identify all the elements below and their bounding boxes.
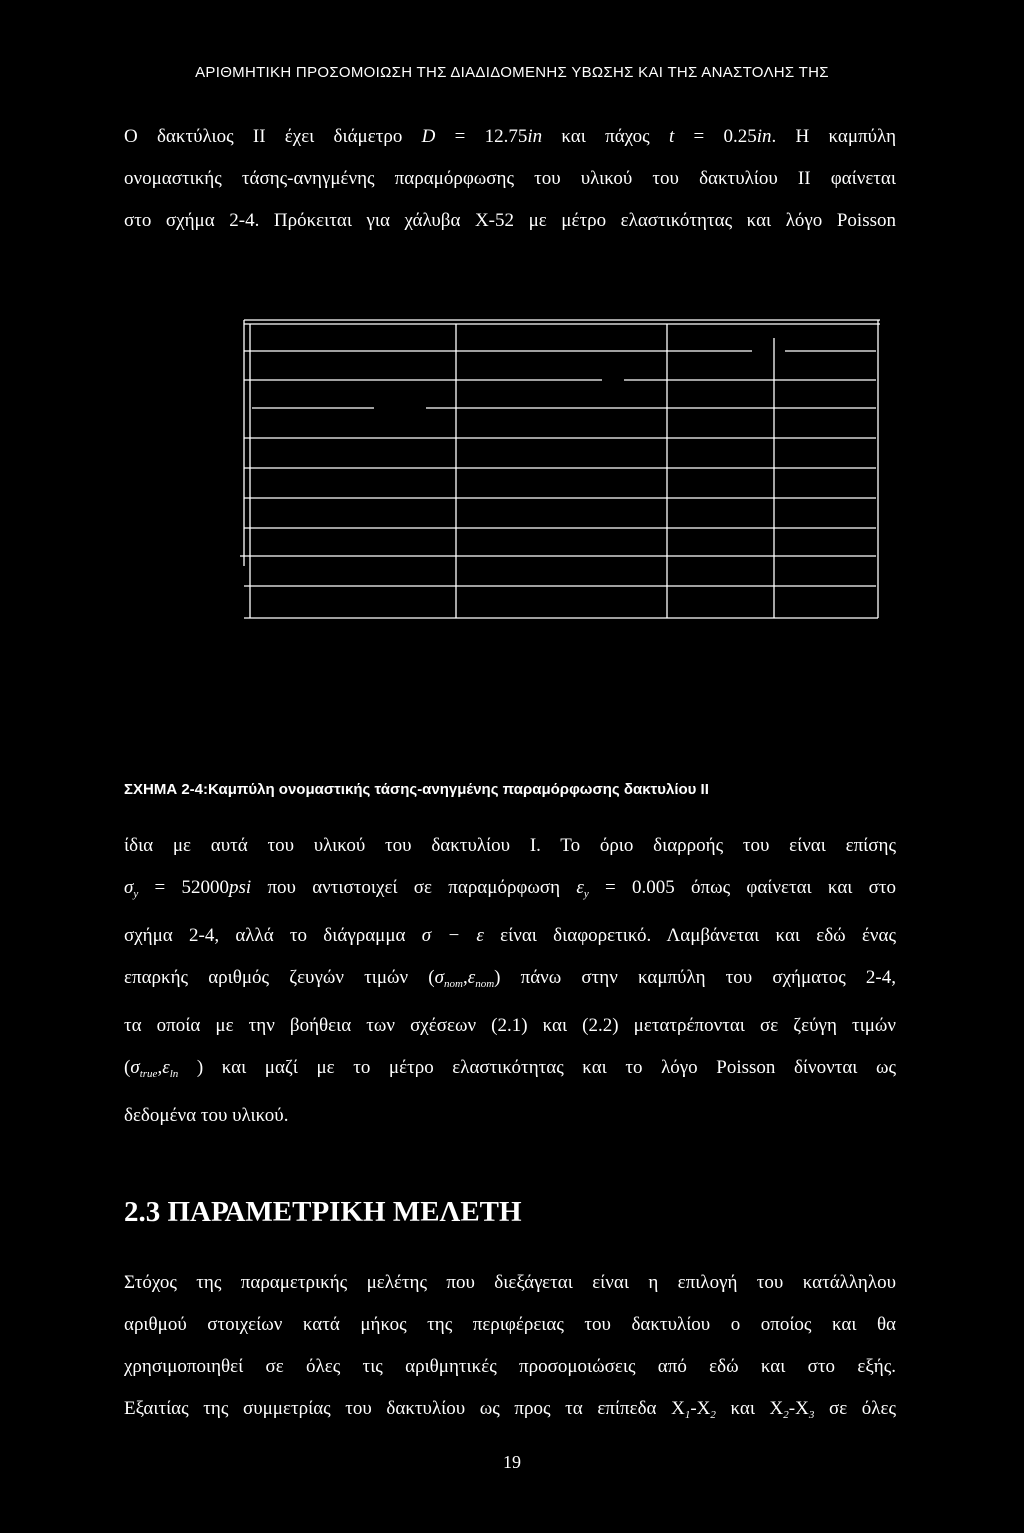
paragraph-material-properties	[124, 825, 896, 1137]
paragraph-line: δεδομένα του υλικού.	[124, 1105, 289, 1126]
paragraph-line: αριθμού στοιχείων κατά μήκος της περιφέρειας του δακτυλίου ο οποίος και θα	[124, 1314, 896, 1335]
paragraph-line: $\sigma_y = 52000psi$ που αντιστοιχεί σε παραμόρφωση $\varepsilon_y = 0.005$ όπως φαίνεται και στο	[124, 877, 897, 900]
paragraph-line: τα οποία με την βοήθεια των σχέσεων (2.1) και (2.2) μετατρέπονται σε ζεύγη τιμών	[124, 1015, 896, 1036]
paragraph-line: Εξαιτίας της συμμετρίας του δακτυλίου ως προς τα επίπεδα $X_1-X_2$ και $X_2-X_3$ σε όλες	[124, 1398, 896, 1421]
figure-caption: ΣΧΗΜΑ 2-4:Καμπύλη ονομαστικής τάσης-ανηγμένης παραμόρφωσης δακτυλίου ΙΙ	[124, 781, 709, 798]
paragraph-ring-description	[124, 116, 896, 242]
paragraph-line: Στόχος της παραμετρικής μελέτης που διεξάγεται είναι η επιλογή του κατάλληλου	[124, 1272, 896, 1293]
paragraph-line: στο σχήμα 2-4. Πρόκειται για χάλυβα Χ-52 με μέτρο ελαστικότητας και λόγο Poisson	[124, 210, 896, 231]
section-heading: 2.3 ΠΑΡΑΜΕΤΡΙΚΗ ΜΕΛΕΤΗ	[124, 1196, 522, 1228]
paragraph-line: Ο δακτύλιος ΙΙ έχει διάμετρο D = 12.75in και πάχος t = 0.25in. Η καμπύλη	[124, 126, 897, 147]
paragraph-parametric-study	[124, 1262, 896, 1436]
running-header: ΑΡΙΘΜΗΤΙΚΗ ΠΡΟΣΟΜΟΙΩΣΗ ΤΗΣ ΔΙΑΔΙΔΟΜΕΝΗΣ ΥΒΩΣΗΣ ΚΑΙ ΤΗΣ ΑΝΑΣΤΟΛΗΣ ΤΗΣ	[195, 64, 829, 81]
figure-grid-svg	[230, 318, 880, 620]
page-number: 19	[503, 1452, 521, 1472]
paragraph-line: ονομαστικής τάσης-ανηγμένης παραμόρφωσης του υλικού του δακτυλίου ΙΙ φαίνεται	[124, 168, 896, 189]
paragraph-line: σχήμα 2-4, αλλά το διάγραμμα σ − ε είναι διαφορετικό. Λαμβάνεται και εδώ ένας	[124, 925, 896, 946]
paragraph-line: ίδια με αυτά του υλικού του δακτυλίου Ι. Το όριο διαρροής του είναι επίσης	[124, 835, 896, 856]
paragraph-line: ($\sigma_{true},\varepsilon_{ln}$ ) και μαζί με το μέτρο ελαστικότητας και το λόγο Poisson δίνονται ως	[124, 1057, 897, 1080]
figure-stress-strain-grid	[230, 318, 880, 620]
paragraph-line: επαρκής αριθμός ζευγών τιμών $(\sigma_{nom},\varepsilon_{nom})$ πάνω στην καμπύλη του σχήματος 2-4,	[124, 967, 897, 990]
paragraph-line: χρησιμοποιηθεί σε όλες τις αριθμητικές προσομοιώσεις από εδώ και στο εξής.	[124, 1356, 896, 1377]
